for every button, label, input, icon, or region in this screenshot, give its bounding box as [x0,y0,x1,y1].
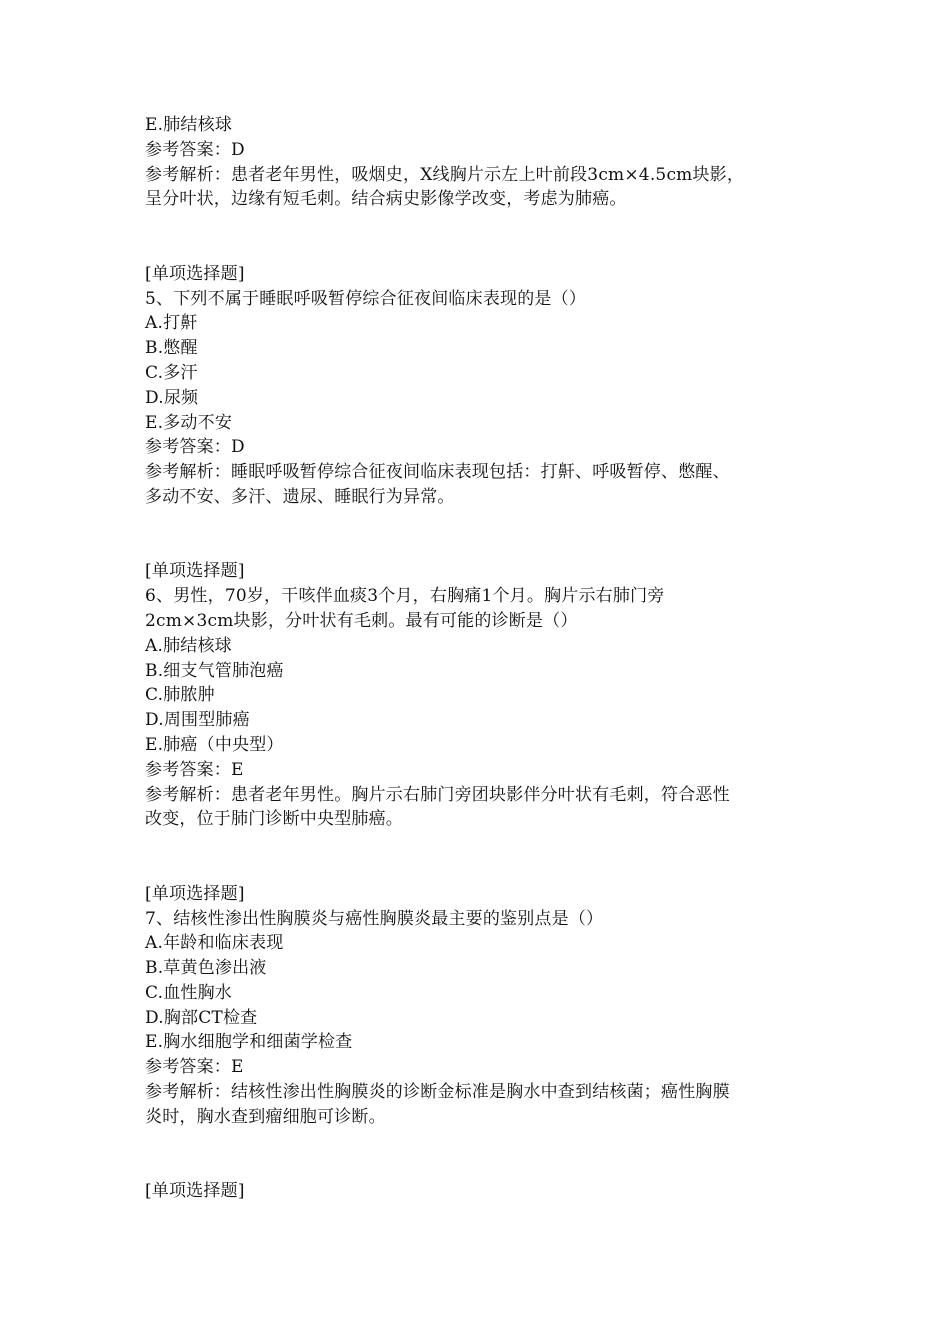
reference-answer: 参考答案：D [145,437,245,458]
question-type: [单项选择题] [145,561,245,582]
spacer [145,212,810,262]
spacer [145,1130,810,1180]
option-c: C.血性胸水 [145,982,233,1003]
option-b: B.细支气管肺泡癌 [145,660,284,681]
question-8 [145,1179,810,1204]
option-a: A.肺结核球 [145,635,232,656]
question-type: [单项选择题] [145,883,245,904]
reference-analysis-line-1: 参考解析：患者老年男性。胸片示右肺门旁团块影伴分叶状有毛刺，符合恶性 [145,784,730,805]
reference-analysis-line-1: 参考解析：睡眠呼吸暂停综合征夜间临床表现包括：打鼾、呼吸暂停、憋醒、 [145,462,730,483]
question-type: [单项选择题] [145,263,245,284]
option-d: D.胸部CT检查 [145,1007,258,1028]
question-stem: 5、下列不属于睡眠呼吸暂停综合征夜间临床表现的是（） [145,288,587,309]
option-b: B.憋醒 [145,338,198,359]
question-stem: 7、结核性渗出性胸膜炎与癌性胸膜炎最主要的鉴别点是（） [145,908,604,929]
reference-analysis-line-2: 改变，位于肺门诊断中央型肺癌。 [145,809,403,830]
reference-answer: 参考答案：E [145,759,244,780]
question-5 [145,262,810,510]
question-7 [145,882,810,1130]
option-d: D.尿频 [145,387,199,408]
option-b: B.草黄色渗出液 [145,958,267,979]
option-e: E.肺癌（中央型） [145,734,284,755]
option-e: E.胸水细胞学和细菌学检查 [145,1032,353,1053]
question-type: [单项选择题] [145,1181,245,1202]
spacer [145,832,810,882]
option-c: C.肺脓肿 [145,685,215,706]
question-stem-line-1: 6、男性，70岁，干咳伴血痰3个月，右胸痛1个月。胸片示右肺门旁 [145,586,665,607]
option-d: D.周围型肺癌 [145,710,250,731]
reference-analysis-line-1: 参考解析：结核性渗出性胸膜炎的诊断金标准是胸水中查到结核菌；癌性胸膜 [145,1082,730,1103]
reference-answer: 参考答案：E [145,1057,244,1078]
question-6 [145,559,810,832]
reference-analysis-line-1: 参考解析：患者老年男性，吸烟史，X线胸片示左上叶前段3cm×4.5cm块影， [145,164,745,185]
option-c: C.多汗 [145,362,198,383]
question-stem-line-2: 2cm×3cm块影，分叶状有毛刺。最有可能的诊断是（） [145,610,578,631]
reference-analysis-line-2: 呈分叶状，边缘有短毛刺。结合病史影像学改变，考虑为肺癌。 [145,189,627,210]
option-e: E.多动不安 [145,412,233,433]
option-e: E.肺结核球 [145,115,233,135]
option-a: A.打鼾 [145,313,198,334]
reference-analysis-line-2: 多动不安、多汗、遗尿、睡眠行为异常。 [145,486,455,507]
reference-answer: 参考答案：D [145,139,245,160]
reference-analysis-line-2: 炎时，胸水查到瘤细胞可诊断。 [145,1106,386,1127]
spacer [145,510,810,560]
document-page [145,113,810,1204]
question-4-tail [145,113,810,212]
option-a: A.年龄和临床表现 [145,933,284,954]
